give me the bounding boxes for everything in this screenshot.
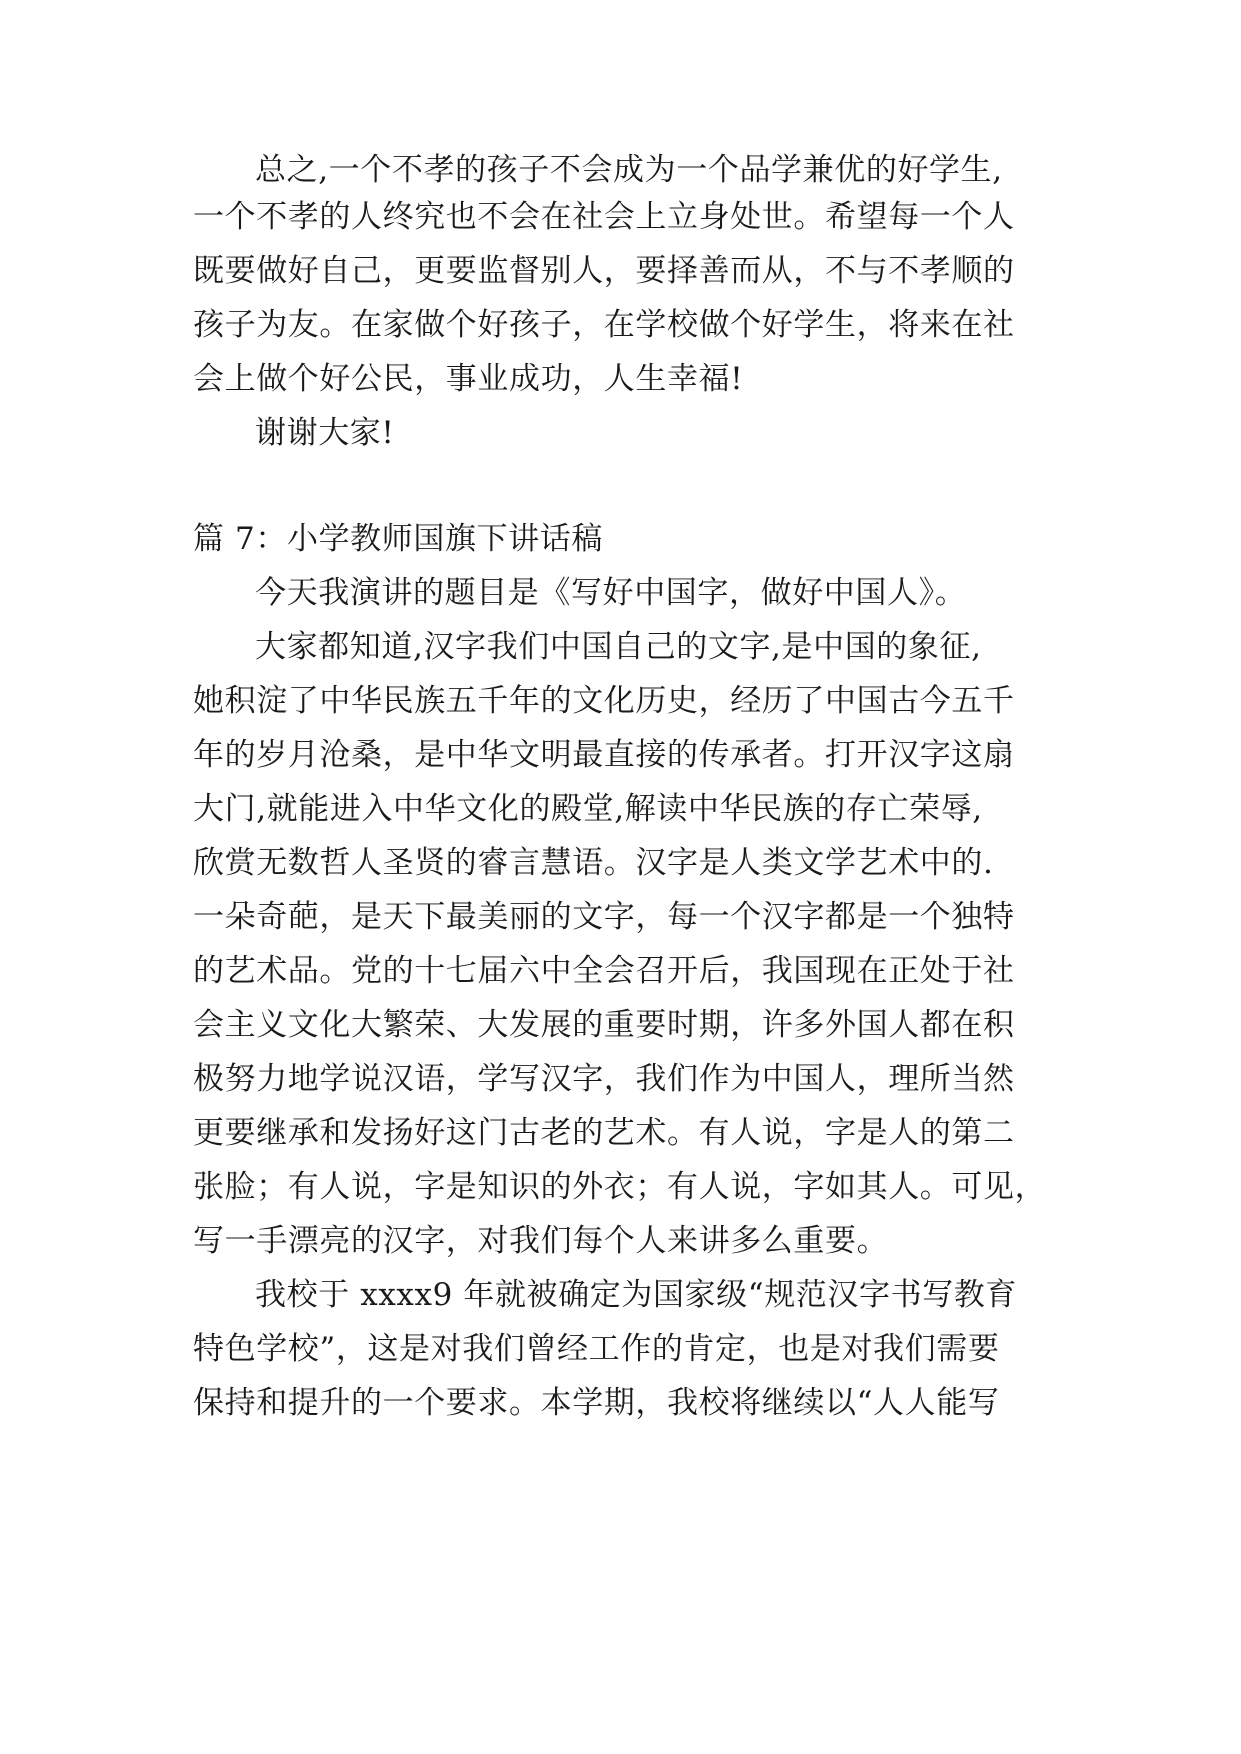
paragraph-line: 年的岁月沧桑，是中华文明最直接的传承者。打开汉字这扇 <box>193 737 1015 773</box>
paragraph-line: 会上做个好公民，事业成功，人生幸福! <box>193 361 744 397</box>
paragraph-line: 既要做好自己，更要监督别人，要择善而从，不与不孝顺的 <box>193 253 1015 289</box>
paragraph-line: 的艺术品。党的十七届六中全会召开后，我国现在正处于社 <box>193 953 1015 989</box>
paragraph-line: 更要继承和发扬好这门古老的艺术。有人说，字是人的第二 <box>193 1115 1015 1151</box>
paragraph-line: 我校于 xxxx9 年就被确定为国家级“规范汉字书写教育 <box>255 1277 1018 1313</box>
paragraph-line: 写一手漂亮的汉字，对我们每个人来讲多么重要。 <box>193 1223 889 1259</box>
paragraph-line: 大家都知道,汉字我们中国自己的文字,是中国的象征, <box>255 629 982 665</box>
paragraph-line: 一朵奇葩，是天下最美丽的文字，每一个汉字都是一个独特 <box>193 899 1015 935</box>
paragraph-line: 今天我演讲的题目是《写好中国字，做好中国人》。 <box>255 575 967 611</box>
paragraph-line: 张脸；有人说，字是知识的外衣；有人说，字如其人。可见， <box>193 1169 1047 1205</box>
paragraph-line: 她积淀了中华民族五千年的文化历史，经历了中国古今五千 <box>193 683 1015 719</box>
paragraph-line: 特色学校”，这是对我们曾经工作的肯定，也是对我们需要 <box>193 1331 1000 1367</box>
paragraph-line: 总之,一个不孝的孩子不会成为一个品学兼优的好学生, <box>255 152 1003 188</box>
paragraph-line: 会主义文化大繁荣、大发展的重要时期，许多外国人都在积 <box>193 1007 1015 1043</box>
paragraph-line: 大门,就能进入中华文化的殿堂,解读中华民族的存亡荣辱, <box>193 791 983 827</box>
closing-line: 谢谢大家! <box>255 415 395 451</box>
paragraph-line: 欣赏无数哲人圣贤的睿言慧语。汉字是人类文学艺术中的. <box>193 845 994 881</box>
paragraph-line: 极努力地学说汉语，学写汉字，我们作为中国人，理所当然 <box>193 1061 1015 1097</box>
paragraph-line: 保持和提升的一个要求。本学期，我校将继续以“人人能写 <box>193 1385 1000 1421</box>
paragraph-line: 孩子为友。在家做个好孩子，在学校做个好学生，将来在社 <box>193 307 1015 343</box>
section-heading: 篇 7：小学教师国旗下讲话稿 <box>193 521 603 557</box>
paragraph-line: 一个不孝的人终究也不会在社会上立身处世。希望每一个人 <box>193 199 1015 235</box>
